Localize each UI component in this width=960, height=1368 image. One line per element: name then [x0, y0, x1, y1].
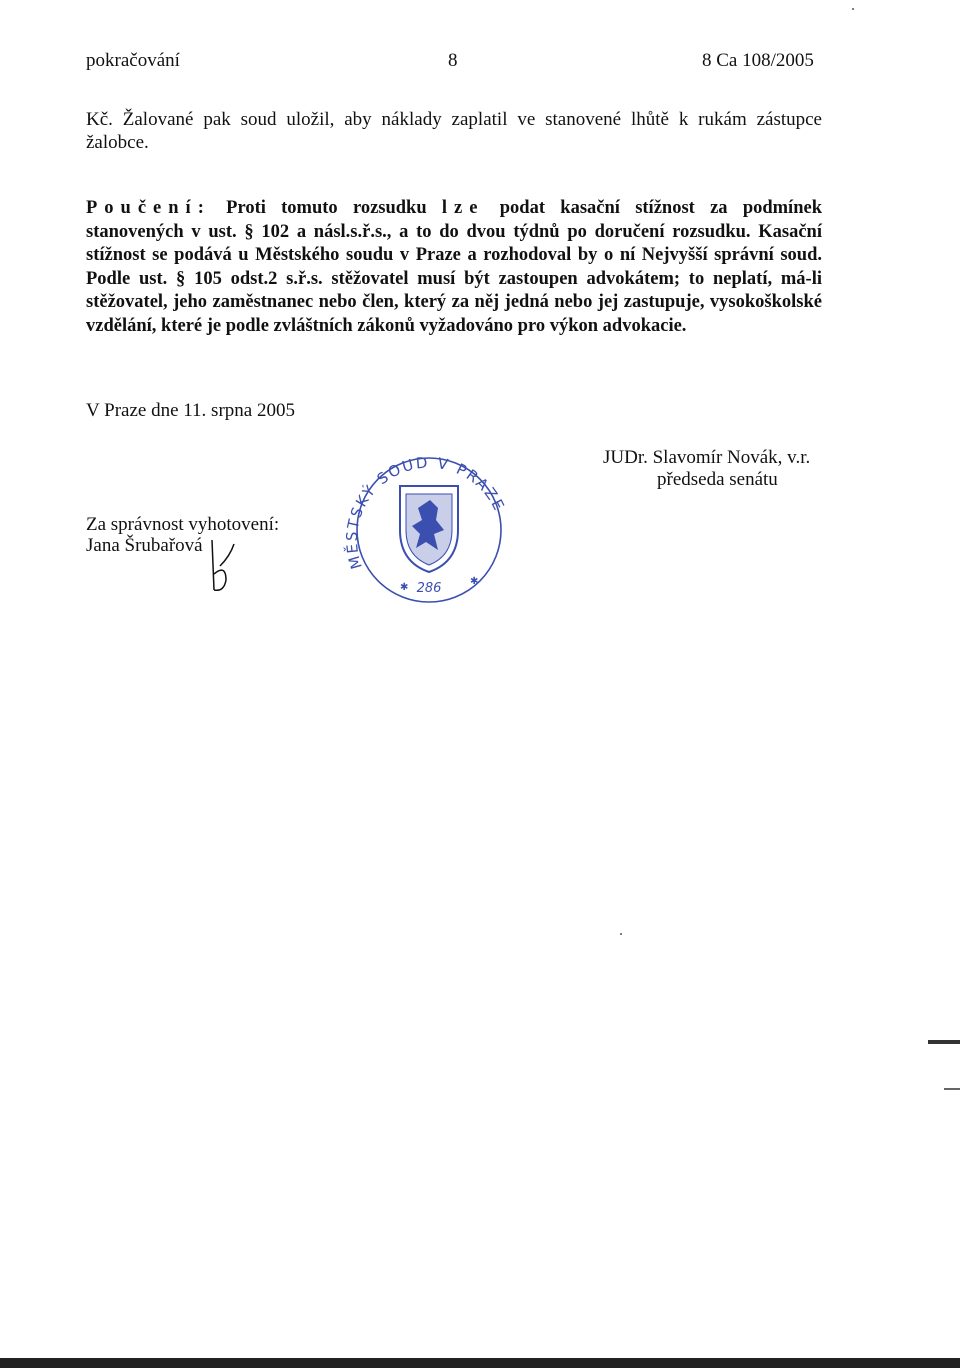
scan-speck [620, 933, 622, 935]
costs-paragraph: Kč. Žalované pak soud uložil, aby náklady zaplatil ve stanovené lhůtě k rukám zástupce žalobce. [86, 109, 822, 153]
page-number: 8 [448, 50, 458, 71]
coat-of-arms-icon [400, 486, 458, 572]
instruction-heading: Poučení: [86, 198, 211, 218]
case-number: 8 Ca 108/2005 [702, 50, 814, 71]
certification-label: Za správnost vyhotovení: [86, 514, 280, 535]
instruction-text-2: podat kasační stížnost za podmínek stanovených v ust. § 102 a násl.s.ř.s., a to do dvou týdnů po doručení rozsudku. Kasační stížnost se podává u Městského soudu v Praze a rozhodoval by o ní Nejvyšší správní soud. Podle ust. § 105 odst.2 s.ř.s. stěžovatel musí být zastoupen advokátem; to neplatí, má-li stěžovatel, jeho zaměstnanec nebo člen, který za něj jedná nebo jej zastupuje, vysokoškolské vzdělání, které je podle zvláštních zákonů vyžadováno pro výkon advokacie. [86, 198, 822, 336]
signatory-name: JUDr. Slavomír Novák, v.r. [603, 447, 811, 468]
scan-speck [852, 8, 854, 10]
stamp-text: MĚSTSKÝ SOUD V PRAZE [342, 453, 509, 572]
signatory-title: předseda senátu [657, 469, 778, 490]
signature-mark [200, 536, 260, 596]
star-icon: ✱ [470, 576, 479, 587]
stamp-number: 286 [416, 581, 442, 596]
instruction-lze: lze [441, 198, 485, 218]
scan-edge-mark [944, 1088, 960, 1090]
scan-bottom-edge [0, 1358, 960, 1368]
header-continuation: pokračování [86, 50, 180, 71]
appeal-instruction-paragraph [86, 197, 822, 338]
instruction-text-1: Proti tomuto rozsudku [210, 198, 442, 218]
star-icon: ✱ [400, 582, 409, 593]
scan-edge-mark [928, 1040, 960, 1044]
court-stamp [338, 438, 520, 608]
date-line: V Praze dne 11. srpna 2005 [86, 400, 295, 421]
certifier-name: Jana Šrubařová [86, 535, 203, 556]
